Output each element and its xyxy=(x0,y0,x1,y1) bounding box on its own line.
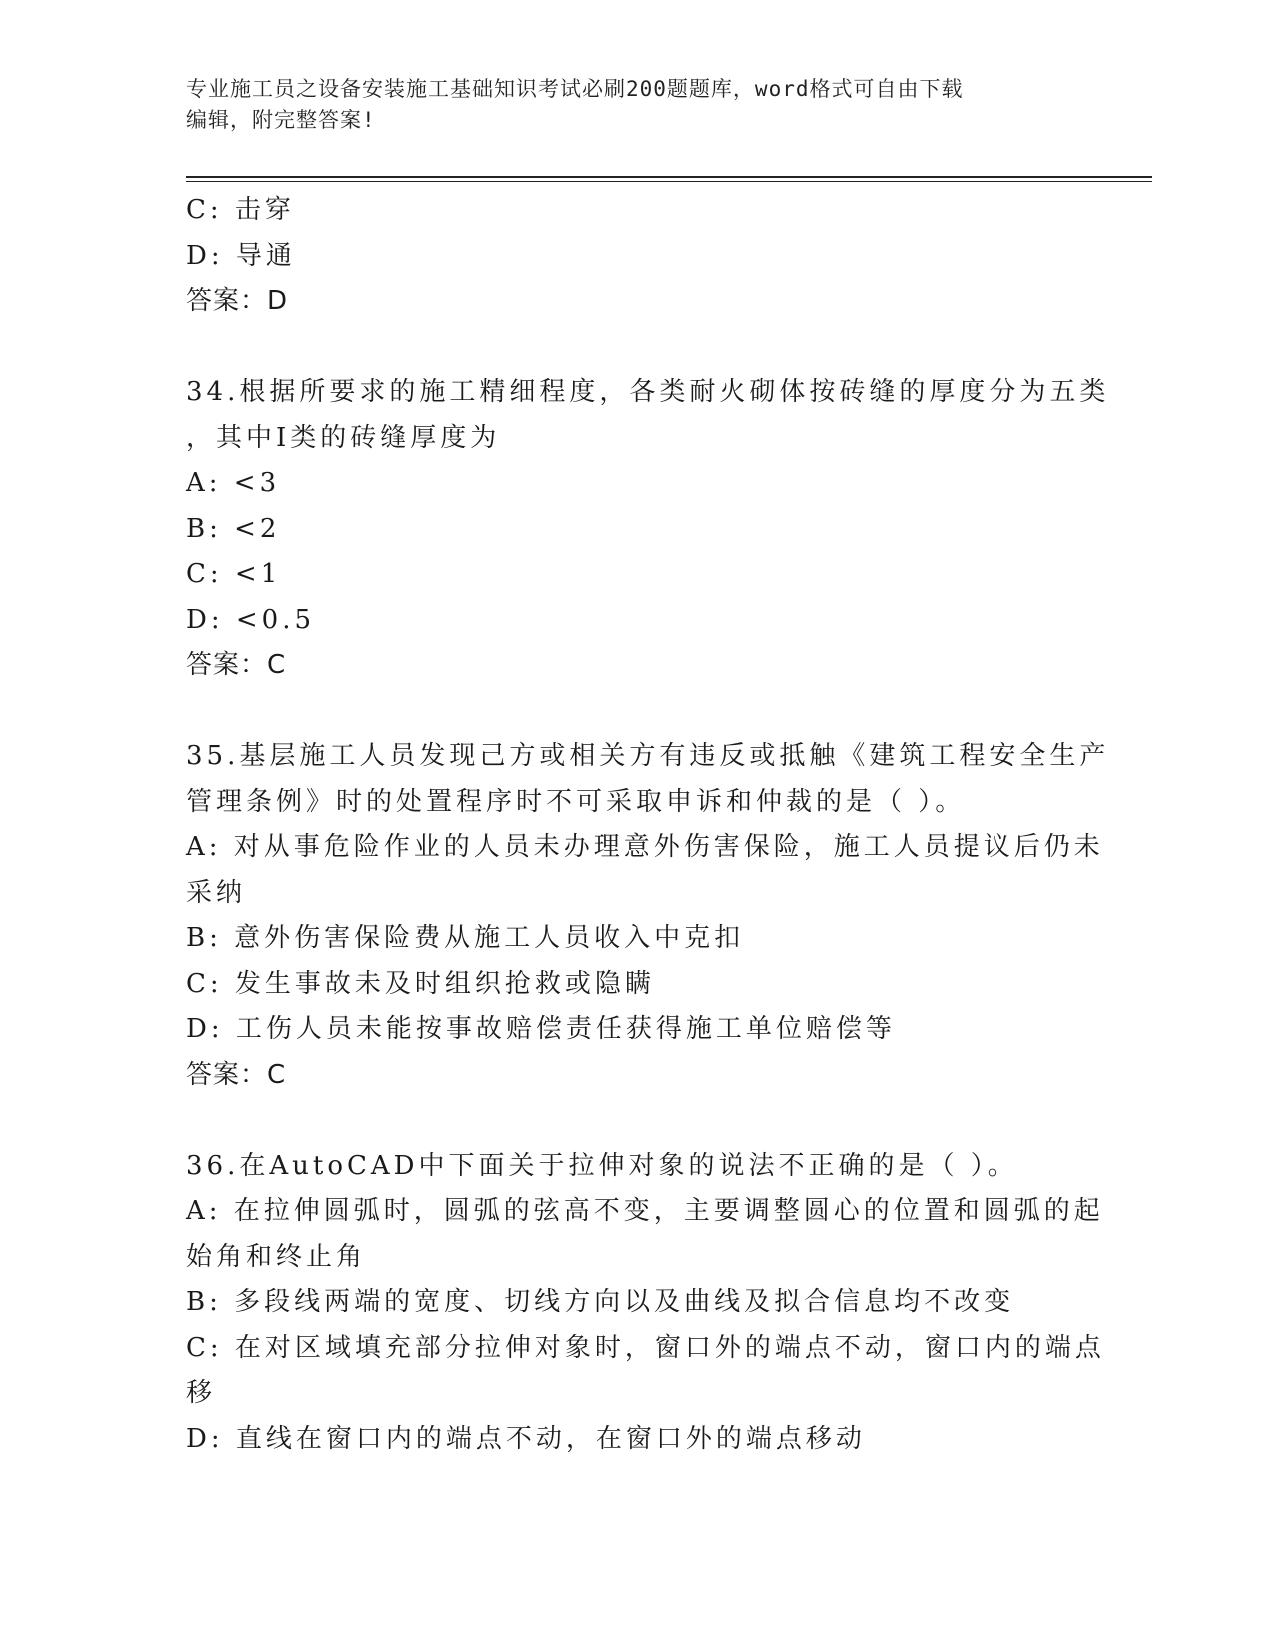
document-header xyxy=(186,74,1086,136)
q34-option-a: A: <3 xyxy=(186,468,281,498)
question-33-tail xyxy=(186,188,1086,325)
header-divider-thin xyxy=(186,181,1152,182)
header-title-line-2: 编辑，附完整答案! xyxy=(186,108,376,132)
question-content xyxy=(186,188,1110,1462)
q33-option-d: D: 导通 xyxy=(186,240,296,271)
q36-stem-line-1: 36.在AutoCAD中下面关于拉伸对象的说法不正确的是（ ）。 xyxy=(186,1150,1018,1181)
question-34 xyxy=(186,370,1110,689)
q35-stem-line-2: 管理条例》时的处置程序时不可采取申诉和仲裁的是（ ）。 xyxy=(186,786,966,817)
q34-option-c: C: <1 xyxy=(186,559,282,589)
question-36 xyxy=(186,1144,1105,1463)
spacer xyxy=(186,689,1086,735)
q36-option-d: D: 直线在窗口内的端点不动，在窗口外的端点移动 xyxy=(186,1423,866,1454)
q35-option-c: C: 发生事故未及时组织抢救或隐瞒 xyxy=(186,968,655,999)
q36-option-a-line-2: 始角和终止角 xyxy=(186,1241,367,1272)
spacer xyxy=(186,1098,1086,1144)
q36-option-a-line-1: A: 在拉伸圆弧时，圆弧的弦高不变，主要调整圆心的位置和圆弧的起 xyxy=(186,1196,1104,1226)
q35-stem-line-1: 35.基层施工人员发现己方或相关方有违反或抵触《建筑工程安全生产 xyxy=(186,741,1110,771)
q36-option-c-line-1: C: 在对区域填充部分拉伸对象时，窗口外的端点不动，窗口内的端点 xyxy=(186,1332,1105,1363)
q34-stem-line-2: ，其中Ⅰ类的砖缝厚度为 xyxy=(186,422,501,453)
q35-option-a-line-1: A: 对从事危险作业的人员未办理意外伤害保险，施工人员提议后仍未 xyxy=(186,832,1104,862)
question-35 xyxy=(186,734,1110,1098)
q34-stem-line-1: 34.根据所要求的施工精细程度，各类耐火砌体按砖缝的厚度分为五类 xyxy=(186,377,1110,407)
q35-option-a-line-2: 采纳 xyxy=(186,877,247,908)
q33-option-c: C: 击穿 xyxy=(186,195,295,225)
spacer xyxy=(186,325,1086,371)
q36-option-b: B: 多段线两端的宽度、切线方向以及曲线及拟合信息均不改变 xyxy=(186,1287,1015,1317)
q34-option-d: D: <0.5 xyxy=(186,604,316,635)
q35-answer: 答案：C xyxy=(186,1059,287,1090)
q34-option-b: B: <2 xyxy=(186,513,281,544)
q33-answer: 答案：D xyxy=(186,286,289,316)
header-divider-thick xyxy=(186,176,1152,178)
q34-answer: 答案：C xyxy=(186,650,287,680)
q35-option-d: D: 工伤人员未能按事故赔偿责任获得施工单位赔偿等 xyxy=(186,1014,896,1044)
header-title-line-1: 专业施工员之设备安装施工基础知识考试必刷200题题库，word格式可自由下载 xyxy=(186,77,964,101)
q36-option-c-line-2: 移 xyxy=(186,1378,217,1408)
q35-option-b: B: 意外伤害保险费从施工人员收入中克扣 xyxy=(186,923,745,953)
